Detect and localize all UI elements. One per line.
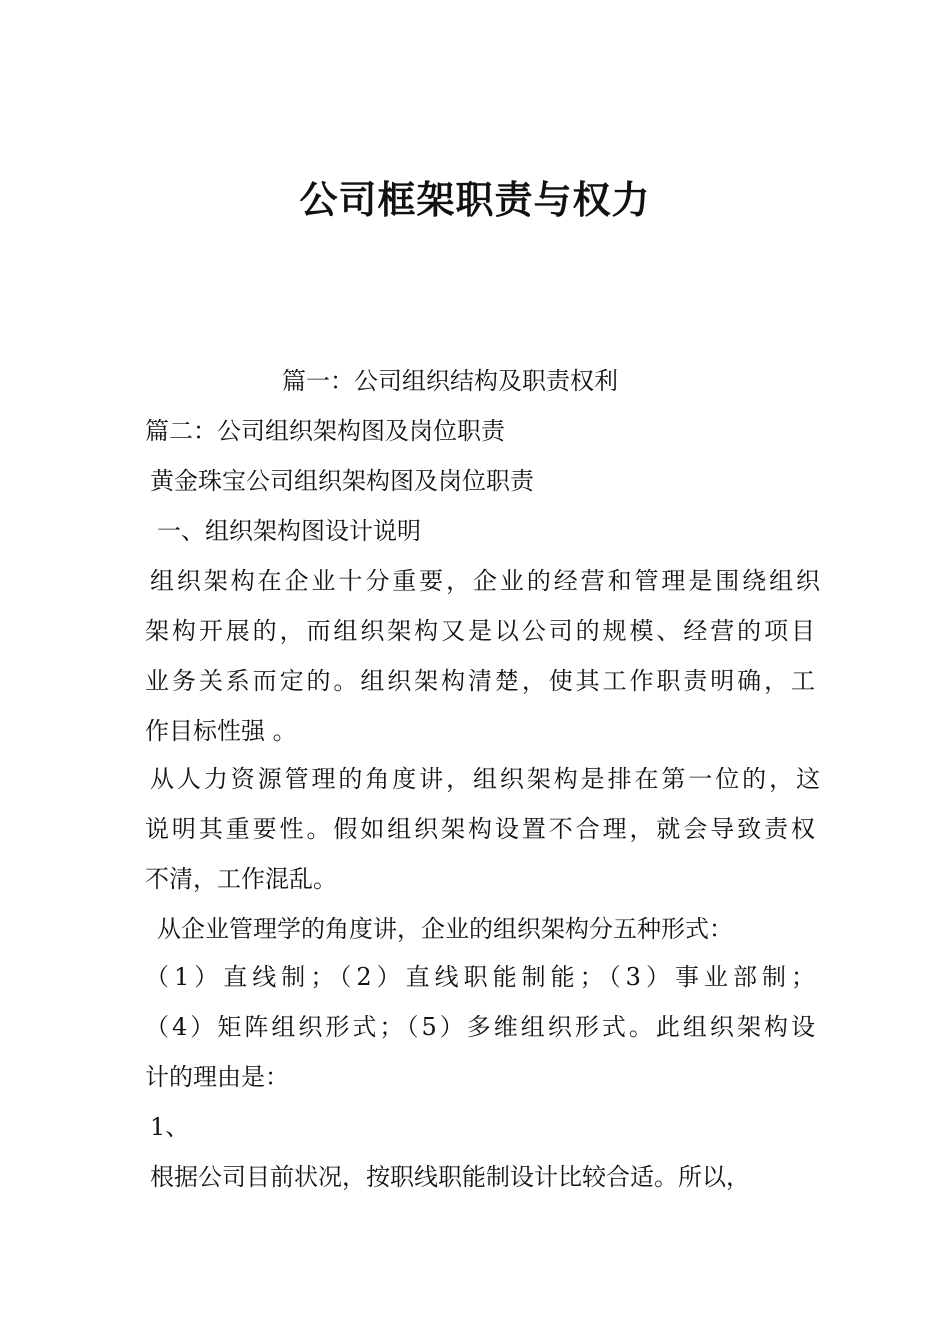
paragraph-line: （4）矩阵组织形式；（5）多维组织形式。此组织架构设 [145,1013,815,1041]
paragraph-line: 从企业管理学的角度讲，企业的组织架构分五种形式： [157,915,733,943]
paragraph-line: 说明其重要性。假如组织架构设置不合理，就会导致责权 [145,815,815,843]
paragraph-line: 业务关系而定的。组织架构清楚，使其工作职责明确，工 [145,667,815,695]
subsection-heading: 一、组织架构图设计说明 [157,517,421,545]
paragraph-line: 架构开展的，而组织架构又是以公司的规模、经营的项目 [145,617,815,645]
paragraph-line: （1）直线制；（2）直线职能制能；（3）事业部制； [145,963,815,991]
document-title: 公司框架职责与权力 [299,178,651,222]
paragraph-line: 不清，工作混乱。 [145,865,337,893]
chapter-one-heading: 篇一：公司组织结构及职责权利 [282,367,618,395]
chapter-two-heading: 篇二：公司组织架构图及岗位职责 [145,417,505,445]
paragraph-line: 组织架构在企业十分重要，企业的经营和管理是围绕组织 [150,567,820,595]
section-heading: 黄金珠宝公司组织架构图及岗位职责 [150,467,534,495]
paragraph-line: 计的理由是： [145,1063,289,1091]
paragraph-line: 根据公司目前状况，按职线职能制设计比较合适。所以， [150,1163,750,1191]
paragraph-line: 从人力资源管理的角度讲，组织架构是排在第一位的，这 [150,765,820,793]
list-number: 1、 [150,1113,190,1141]
paragraph-line: 作目标性强 。 [145,717,297,745]
